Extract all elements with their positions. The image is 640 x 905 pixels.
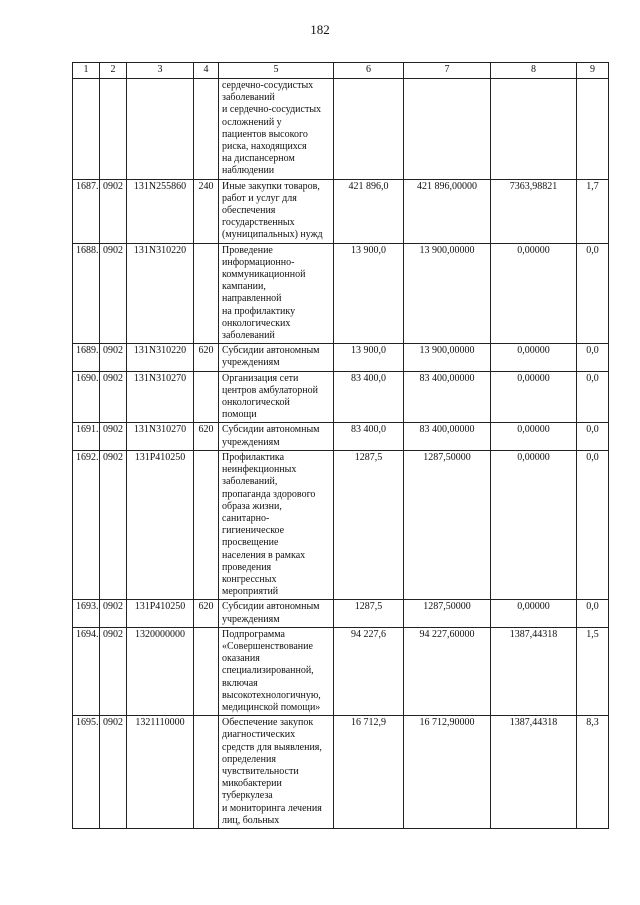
refined-plan-cell: 83 400,00000 [404,423,491,450]
row-number-cell: 1694. [73,627,100,715]
target-code-cell [127,79,194,180]
item-name-cell: Подпрограмма «Совершенствование оказания специализированной, включая высокотехнологичную, медицинской помощи» [219,627,334,715]
page-number: 182 [310,22,330,37]
executed-amount-cell: 7363,98821 [491,179,577,243]
refined-plan-cell: 94 227,60000 [404,627,491,715]
expense-type-cell [194,450,219,599]
plan-amount-cell: 94 227,6 [334,627,404,715]
table-row [73,600,609,627]
table-row [73,716,609,829]
executed-amount-cell: 1387,44318 [491,627,577,715]
refined-plan-cell: 1287,50000 [404,600,491,627]
row-number-cell: 1693. [73,600,100,627]
section-code-cell: 0902 [100,179,127,243]
executed-amount-cell: 0,00000 [491,423,577,450]
percent-cell: 0,0 [577,600,609,627]
table-row [73,423,609,450]
target-code-cell: 131N255860 [127,179,194,243]
expense-type-cell [194,716,219,829]
refined-plan-cell: 421 896,00000 [404,179,491,243]
item-name-cell: Субсидии автономным учреждениям [219,600,334,627]
target-code-cell: 131N310220 [127,243,194,344]
executed-amount-cell: 1387,44318 [491,716,577,829]
refined-plan-cell: 16 712,90000 [404,716,491,829]
executed-amount-cell [491,79,577,180]
plan-amount-cell: 83 400,0 [334,371,404,423]
percent-cell: 0,0 [577,371,609,423]
executed-amount-cell: 0,00000 [491,371,577,423]
section-code-cell: 0902 [100,450,127,599]
item-name-cell: Организация сети центров амбулаторной онкологической помощи [219,371,334,423]
table-row [73,344,609,371]
percent-cell: 1,7 [577,179,609,243]
percent-cell: 0,0 [577,243,609,344]
expense-type-cell: 620 [194,344,219,371]
header-cell: 3 [127,63,194,79]
row-number-cell: 1695. [73,716,100,829]
refined-plan-cell: 13 900,00000 [404,243,491,344]
item-name-cell: Проведение информационно- коммуникационной кампании, направленной на профилактику онкологических заболеваний [219,243,334,344]
header-row [73,63,609,79]
item-name-cell: Субсидии автономным учреждениям [219,423,334,450]
header-cell: 4 [194,63,219,79]
table-row [73,450,609,599]
table-row [73,79,609,180]
row-number-cell: 1687. [73,179,100,243]
target-code-cell: 1320000000 [127,627,194,715]
refined-plan-cell [404,79,491,180]
percent-cell [577,79,609,180]
table-row [73,627,609,715]
expense-type-cell: 620 [194,423,219,450]
executed-amount-cell: 0,00000 [491,600,577,627]
row-number-cell: 1692. [73,450,100,599]
row-number-cell [73,79,100,180]
target-code-cell: 1321110000 [127,716,194,829]
table-row [73,243,609,344]
expense-type-cell [194,371,219,423]
executed-amount-cell: 0,00000 [491,243,577,344]
table-row [73,179,609,243]
row-number-cell: 1688. [73,243,100,344]
expense-type-cell [194,627,219,715]
plan-amount-cell: 1287,5 [334,600,404,627]
section-code-cell: 0902 [100,716,127,829]
plan-amount-cell: 83 400,0 [334,423,404,450]
target-code-cell: 131N310220 [127,344,194,371]
row-number-cell: 1689. [73,344,100,371]
item-name-cell: Иные закупки товаров, работ и услуг для обеспечения государственных (муниципальных) нужд [219,179,334,243]
executed-amount-cell: 0,00000 [491,344,577,371]
table-row [73,371,609,423]
expense-type-cell [194,243,219,344]
plan-amount-cell: 13 900,0 [334,344,404,371]
plan-amount-cell [334,79,404,180]
executed-amount-cell: 0,00000 [491,450,577,599]
target-code-cell: 131N310270 [127,371,194,423]
row-number-cell: 1691. [73,423,100,450]
header-cell: 7 [404,63,491,79]
refined-plan-cell: 83 400,00000 [404,371,491,423]
percent-cell: 1,5 [577,627,609,715]
target-code-cell: 131P410250 [127,450,194,599]
header-cell: 9 [577,63,609,79]
item-name-cell: Субсидии автономным учреждениям [219,344,334,371]
plan-amount-cell: 16 712,9 [334,716,404,829]
section-code-cell: 0902 [100,600,127,627]
plan-amount-cell: 1287,5 [334,450,404,599]
item-name-cell: сердечно-сосудистых заболеваний и сердечно-сосудистых осложнений у пациентов высокого риска, находящихся на диспансерном наблюдении [219,79,334,180]
percent-cell: 0,0 [577,450,609,599]
header-cell: 5 [219,63,334,79]
refined-plan-cell: 13 900,00000 [404,344,491,371]
plan-amount-cell: 421 896,0 [334,179,404,243]
refined-plan-cell: 1287,50000 [404,450,491,599]
expense-type-cell: 240 [194,179,219,243]
section-code-cell: 0902 [100,423,127,450]
header-cell: 2 [100,63,127,79]
plan-amount-cell: 13 900,0 [334,243,404,344]
header-cell: 6 [334,63,404,79]
percent-cell: 0,0 [577,344,609,371]
row-number-cell: 1690. [73,371,100,423]
percent-cell: 8,3 [577,716,609,829]
section-code-cell: 0902 [100,344,127,371]
expense-type-cell [194,79,219,180]
expense-type-cell: 620 [194,600,219,627]
section-code-cell: 0902 [100,243,127,344]
item-name-cell: Профилактика неинфекционных заболеваний, пропаганда здорового образа жизни, санитарно- гигиеническое просвещение населения в рамках проведения конгрессных мероприятий [219,450,334,599]
item-name-cell: Обеспечение закупок диагностических средств для выявления, определения чувствительности микобактерии туберкулеза и мониторинга лечения лиц, больных [219,716,334,829]
budget-table [72,62,609,829]
header-cell: 8 [491,63,577,79]
target-code-cell: 131P410250 [127,600,194,627]
section-code-cell [100,79,127,180]
target-code-cell: 131N310270 [127,423,194,450]
section-code-cell: 0902 [100,371,127,423]
header-cell: 1 [73,63,100,79]
section-code-cell: 0902 [100,627,127,715]
percent-cell: 0,0 [577,423,609,450]
